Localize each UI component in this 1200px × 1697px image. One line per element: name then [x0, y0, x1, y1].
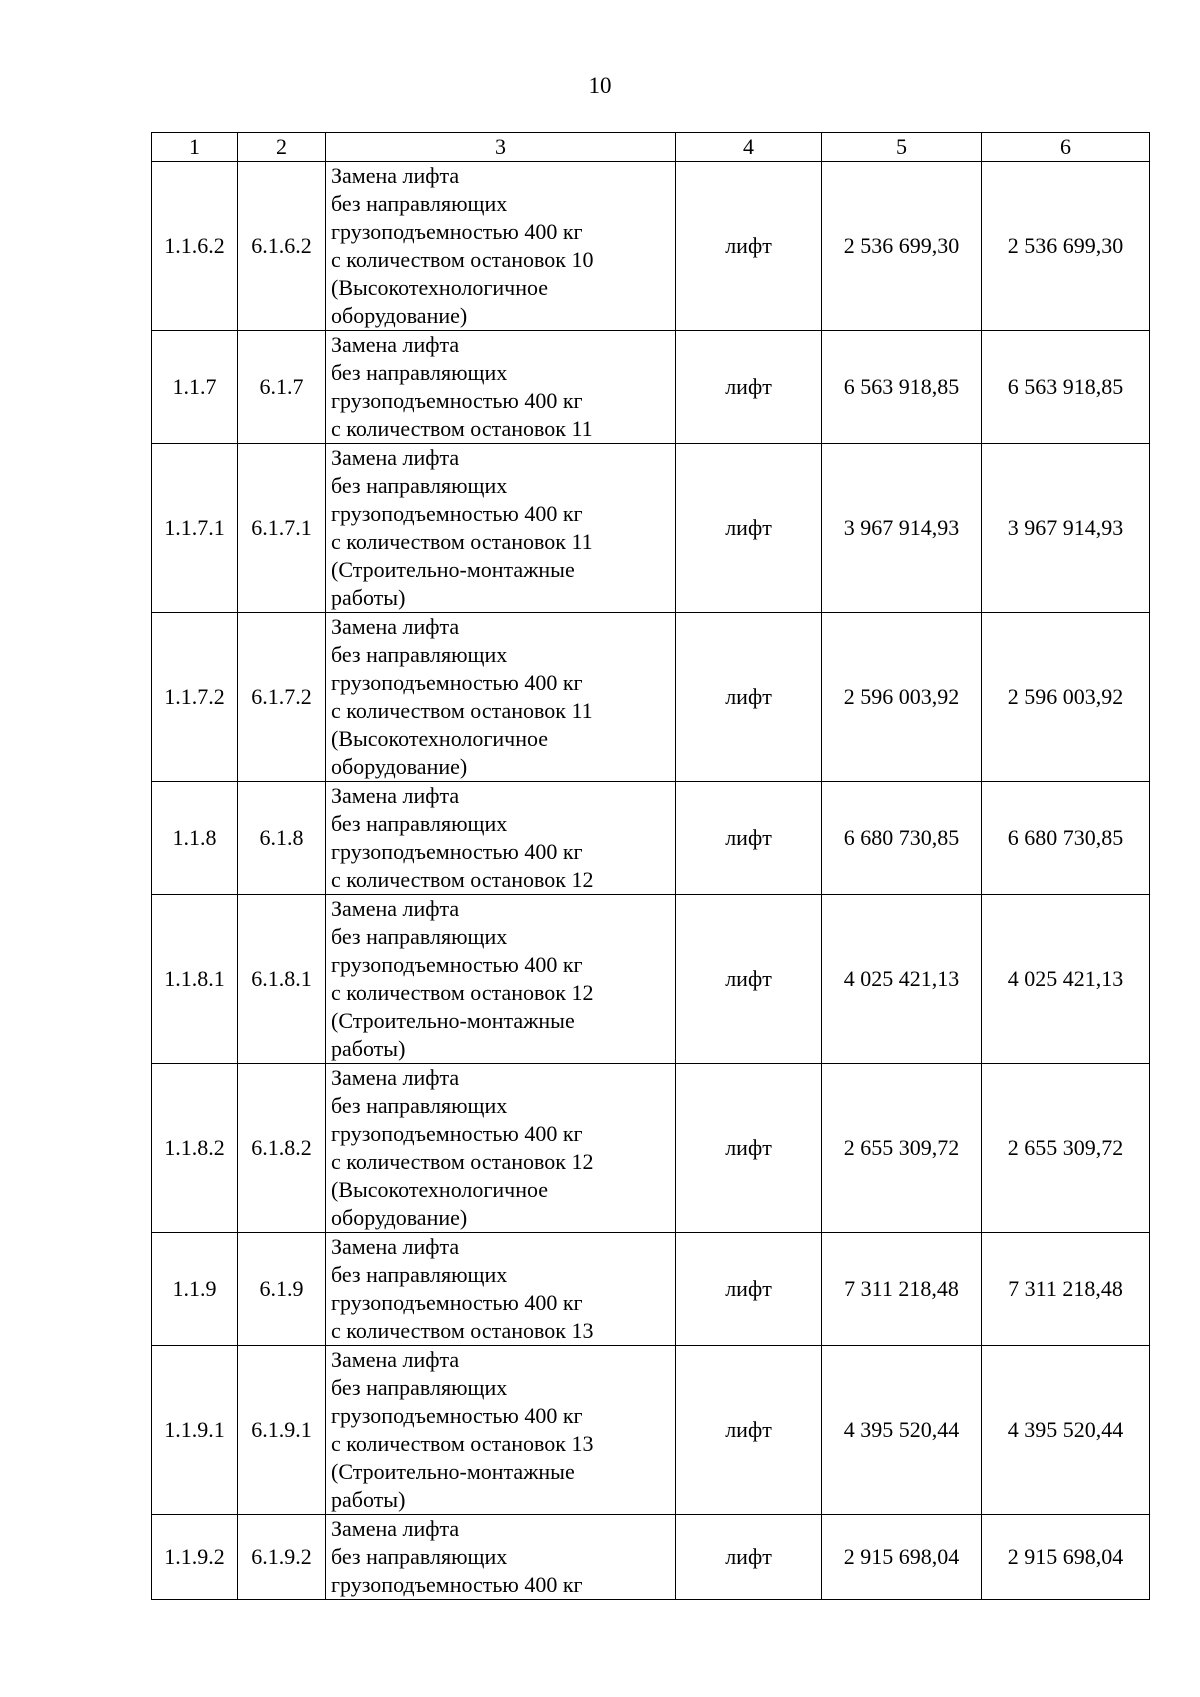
total-price-cell: 2 915 698,04 — [982, 1515, 1150, 1600]
description-line: с количеством остановок 12 — [331, 867, 594, 892]
unit-cell: лифт — [676, 782, 822, 895]
total-price-cell: 2 536 699,30 — [982, 162, 1150, 331]
description-line: грузоподъемностью 400 кг — [331, 219, 583, 244]
description-line: без направляющих — [331, 642, 508, 667]
unit-cell: лифт — [676, 331, 822, 444]
table-row — [152, 895, 1150, 1064]
description-line: грузоподъемностью 400 кг — [331, 1121, 583, 1146]
total-price-cell: 6 680 730,85 — [982, 782, 1150, 895]
description-line: грузоподъемностью 400 кг — [331, 501, 583, 526]
price-cell: 4 025 421,13 — [822, 895, 982, 1064]
description-cell — [326, 613, 676, 782]
unit-cell: лифт — [676, 1346, 822, 1515]
column-header: 5 — [822, 133, 982, 162]
description-cell — [326, 782, 676, 895]
item-number-cell: 1.1.7.2 — [152, 613, 238, 782]
description-line: с количеством остановок 11 — [331, 698, 593, 723]
table-row — [152, 1064, 1150, 1233]
total-price-cell: 4 025 421,13 — [982, 895, 1150, 1064]
column-header: 2 — [238, 133, 326, 162]
table-body — [152, 162, 1150, 1600]
description-line: Замена лифта — [331, 614, 460, 639]
description-line: с количеством остановок 11 — [331, 416, 593, 441]
description-line: без направляющих — [331, 924, 508, 949]
code-cell: 6.1.7 — [238, 331, 326, 444]
description-line: Замена лифта — [331, 1516, 460, 1541]
description-line: (Строительно-монтажные — [331, 1008, 575, 1033]
description-line: без направляющих — [331, 1375, 508, 1400]
description-line: Замена лифта — [331, 1065, 460, 1090]
description-line: грузоподъемностью 400 кг — [331, 839, 583, 864]
description-line: грузоподъемностью 400 кг — [331, 952, 583, 977]
description-line: (Высокотехнологичное — [331, 1177, 549, 1202]
item-number-cell: 1.1.7.1 — [152, 444, 238, 613]
description-line: с количеством остановок 12 — [331, 1149, 594, 1174]
unit-cell: лифт — [676, 613, 822, 782]
description-line: Замена лифта — [331, 163, 460, 188]
description-cell — [326, 162, 676, 331]
item-number-cell: 1.1.8.2 — [152, 1064, 238, 1233]
description-cell — [326, 1515, 676, 1600]
total-price-cell: 2 655 309,72 — [982, 1064, 1150, 1233]
table-row — [152, 613, 1150, 782]
price-cell: 6 563 918,85 — [822, 331, 982, 444]
description-line: Замена лифта — [331, 1347, 460, 1372]
description-line: грузоподъемностью 400 кг — [331, 388, 583, 413]
table-row — [152, 782, 1150, 895]
total-price-cell: 6 563 918,85 — [982, 331, 1150, 444]
unit-cell: лифт — [676, 1515, 822, 1600]
description-line: работы) — [331, 1036, 406, 1061]
table-row — [152, 1233, 1150, 1346]
code-cell: 6.1.9.2 — [238, 1515, 326, 1600]
price-cell: 2 536 699,30 — [822, 162, 982, 331]
description-line: работы) — [331, 585, 406, 610]
description-line: оборудование) — [331, 754, 468, 779]
column-header: 4 — [676, 133, 822, 162]
description-line: Замена лифта — [331, 783, 460, 808]
total-price-cell: 7 311 218,48 — [982, 1233, 1150, 1346]
column-header: 6 — [982, 133, 1150, 162]
item-number-cell: 1.1.9.1 — [152, 1346, 238, 1515]
description-cell — [326, 444, 676, 613]
description-line: (Высокотехнологичное — [331, 726, 549, 751]
item-number-cell: 1.1.8 — [152, 782, 238, 895]
item-number-cell: 1.1.9.2 — [152, 1515, 238, 1600]
unit-cell: лифт — [676, 1233, 822, 1346]
description-line: оборудование) — [331, 1205, 468, 1230]
description-cell — [326, 1233, 676, 1346]
table-header-row — [152, 133, 1150, 162]
item-number-cell: 1.1.9 — [152, 1233, 238, 1346]
price-table — [151, 132, 1150, 1600]
description-line: с количеством остановок 12 — [331, 980, 594, 1005]
page-number: 10 — [588, 73, 612, 98]
description-cell — [326, 1064, 676, 1233]
description-line: с количеством остановок 11 — [331, 529, 593, 554]
code-cell: 6.1.8 — [238, 782, 326, 895]
description-line: (Строительно-монтажные — [331, 557, 575, 582]
table-row — [152, 1346, 1150, 1515]
description-line: Замена лифта — [331, 445, 460, 470]
column-header: 3 — [326, 133, 676, 162]
description-line: (Строительно-монтажные — [331, 1459, 575, 1484]
code-cell: 6.1.8.2 — [238, 1064, 326, 1233]
price-cell: 7 311 218,48 — [822, 1233, 982, 1346]
description-line: грузоподъемностью 400 кг — [331, 1572, 583, 1597]
item-number-cell: 1.1.7 — [152, 331, 238, 444]
price-cell: 2 915 698,04 — [822, 1515, 982, 1600]
item-number-cell: 1.1.8.1 — [152, 895, 238, 1064]
description-line: Замена лифта — [331, 332, 460, 357]
price-cell: 3 967 914,93 — [822, 444, 982, 613]
description-line: грузоподъемностью 400 кг — [331, 1403, 583, 1428]
description-line: грузоподъемностью 400 кг — [331, 670, 583, 695]
table-row — [152, 1515, 1150, 1600]
description-line: без направляющих — [331, 1093, 508, 1118]
description-line: с количеством остановок 13 — [331, 1318, 594, 1343]
description-line: без направляющих — [331, 191, 508, 216]
unit-cell: лифт — [676, 162, 822, 331]
description-line: Замена лифта — [331, 1234, 460, 1259]
description-line: без направляющих — [331, 1544, 508, 1569]
price-cell: 4 395 520,44 — [822, 1346, 982, 1515]
unit-cell: лифт — [676, 444, 822, 613]
unit-cell: лифт — [676, 895, 822, 1064]
price-cell: 2 655 309,72 — [822, 1064, 982, 1233]
table-row — [152, 162, 1150, 331]
description-cell — [326, 1346, 676, 1515]
description-line: с количеством остановок 10 — [331, 247, 594, 272]
unit-cell: лифт — [676, 1064, 822, 1233]
total-price-cell: 2 596 003,92 — [982, 613, 1150, 782]
description-line: с количеством остановок 13 — [331, 1431, 594, 1456]
description-line: без направляющих — [331, 473, 508, 498]
description-cell — [326, 895, 676, 1064]
code-cell: 6.1.7.1 — [238, 444, 326, 613]
column-header: 1 — [152, 133, 238, 162]
code-cell: 6.1.7.2 — [238, 613, 326, 782]
description-line: (Высокотехнологичное — [331, 275, 549, 300]
item-number-cell: 1.1.6.2 — [152, 162, 238, 331]
description-cell — [326, 331, 676, 444]
description-line: без направляющих — [331, 1262, 508, 1287]
description-line: работы) — [331, 1487, 406, 1512]
table-row — [152, 331, 1150, 444]
description-line: без направляющих — [331, 811, 508, 836]
total-price-cell: 3 967 914,93 — [982, 444, 1150, 613]
price-cell: 6 680 730,85 — [822, 782, 982, 895]
description-line: грузоподъемностью 400 кг — [331, 1290, 583, 1315]
description-line: оборудование) — [331, 303, 468, 328]
code-cell: 6.1.6.2 — [238, 162, 326, 331]
description-line: Замена лифта — [331, 896, 460, 921]
description-line: без направляющих — [331, 360, 508, 385]
table-row — [152, 444, 1150, 613]
total-price-cell: 4 395 520,44 — [982, 1346, 1150, 1515]
code-cell: 6.1.9.1 — [238, 1346, 326, 1515]
price-cell: 2 596 003,92 — [822, 613, 982, 782]
code-cell: 6.1.8.1 — [238, 895, 326, 1064]
code-cell: 6.1.9 — [238, 1233, 326, 1346]
